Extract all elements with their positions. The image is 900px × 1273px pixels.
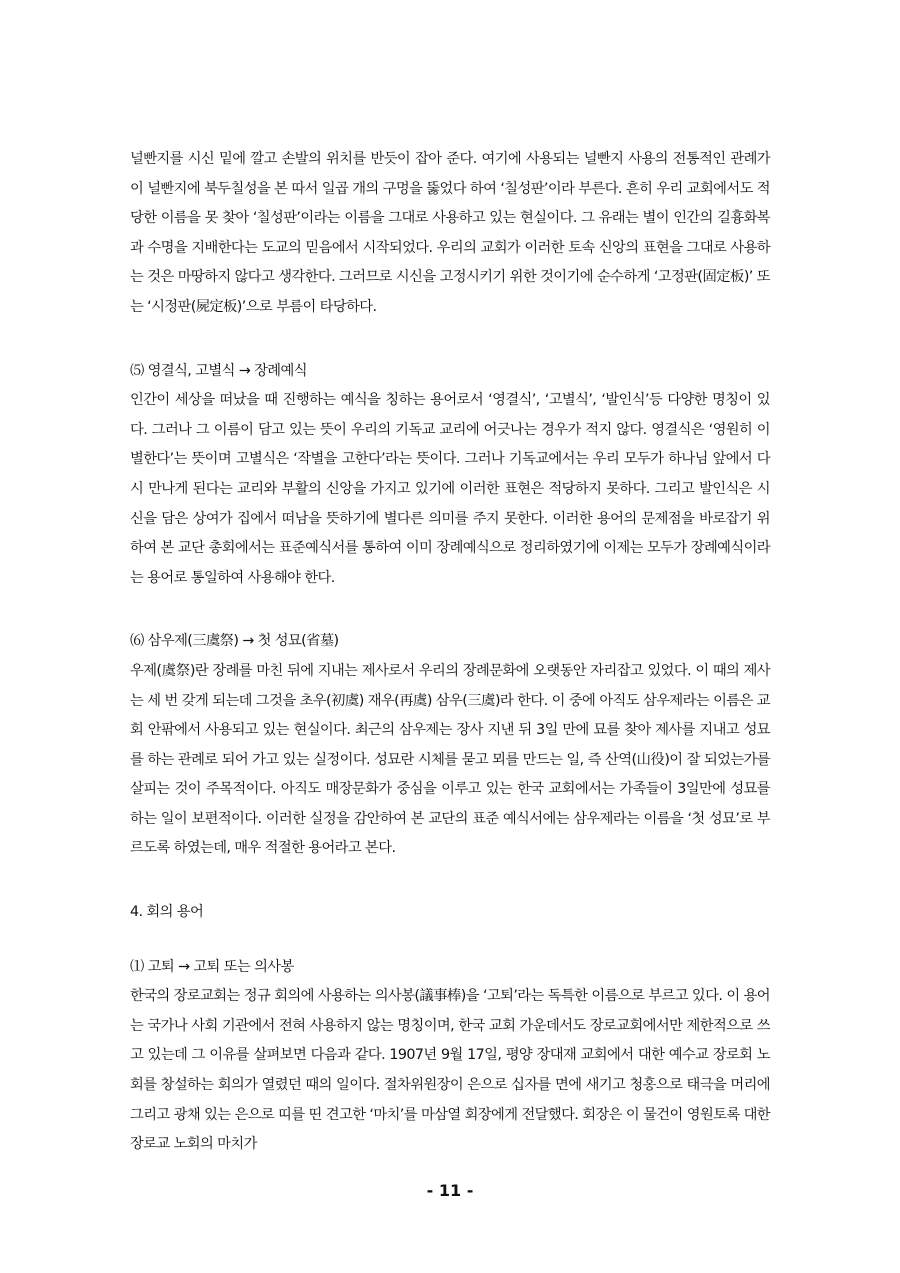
section-heading-meeting-terms: 4. 회의 용어 [130, 904, 204, 921]
paragraph-gavel: 한국의 장로교회는 정규 회의에 사용하는 의사봉(議事棒)을 ‘고퇴’라는 독특한 이름으로 부르고 있다. 이 용어는 국가나 사회 기관에서 전혀 사용하지 않는 명칭이며, 한국 교회 가운데서도 장로교회에서만 제한적으로 쓰고 있는데 그 이유를 살펴보면 다음과 같다. 1907년 9월 17일, 평양 장대재 교회에서 대한 예수교 장로회 노회를 창설하는 회의가 열렸던 때의 일이다. 절차위원장이 은으로 십자를 면에 새기고 청홍으로 태극을 머리에 그리고 광채 있는 은으로 띠를 띤 견고한 ‘마치’를 마삼열 회장에게 전달했다. 회장은 이 물건이 영원토록 대한 장로교 노회의 마치가 [130, 988, 770, 1153]
subheading-first-grave-visit: ⑹ 삼우제(三虞祭) → 첫 성묘(省墓) [130, 633, 339, 650]
paragraph-first-grave-visit: 우제(虞祭)란 장례를 마친 뒤에 지내는 제사로서 우리의 장례문화에 오랫동안 자리잡고 있었다. 이 때의 제사는 세 번 갖게 되는데 그것을 초우(初虞) 재우(再虞) 삼우(三虞)라 한다. 이 중에 아직도 삼우제라는 이름은 교회 안팎에서 사용되고 있는 현실이다. 최근의 삼우제는 장사 지낸 뒤 3일 만에 묘를 찾아 제사를 지내고 성묘를 하는 관례로 되어 가고 있는 실정이다. 성묘란 시체를 묻고 뫼를 만드는 일, 즉 산역(山役)이 잘 되었는가를 살피는 것이 주목적이다. 아직도 매장문화가 중심을 이루고 있는 한국 교회에서는 가족들이 3일만에 성묘를 하는 일이 보편적이다. 이러한 실정을 감안하여 본 교단의 표준 예식서에는 삼우제라는 이름을 ‘첫 성묘’로 부르도록 하였는데, 매우 적절한 용어라고 본다. [130, 662, 770, 857]
paragraph-funeral-service: 인간이 세상을 떠났을 때 진행하는 예식을 칭하는 용어로서 ‘영결식’, ‘고별식’, ‘발인식’등 다양한 명칭이 있다. 그러나 그 이름이 담고 있는 뜻이 우리의 기독교 교리에 어긋나는 경우가 적지 않다. 영결식은 ‘영원히 이별한다’는 뜻이며 고별식은 ‘작별을 고한다’라는 뜻이다. 그러나 기독교에서는 우리 모두가 하나님 앞에서 다시 만나게 된다는 교리와 부활의 신앙을 가지고 있기에 이러한 표현은 적당하지 못하다. 그리고 발인식은 시신을 담은 상여가 집에서 떠남을 뜻하기에 별다른 의미를 주지 못한다. 이러한 용어의 문제점을 바로잡기 위하여 본 교단 총회에서는 표준예식서를 통하여 이미 장례예식으로 정리하였기에 이제는 모두가 장례예식이라는 용어로 통일하여 사용해야 한다. [130, 392, 770, 586]
subheading-gavel: ⑴ 고퇴 → 고퇴 또는 의사봉 [130, 958, 294, 975]
page-number: - 11 - [426, 1181, 474, 1200]
paragraph-seven-star-board: 널빤지를 시신 밑에 깔고 손발의 위치를 반듯이 잡아 준다. 여기에 사용되는 널빤지 사용의 전통적인 관례가 이 널빤지에 북두칠성을 본 따서 일곱 개의 구멍을 뚫었다 하여 ‘칠성판’이라 부른다. 흔히 우리 교회에서도 적당한 이름을 못 찾아 ‘칠성판’이라는 이름을 그대로 사용하고 있는 현실이다. 그 유래는 별이 인간의 길흉화복과 수명을 지배한다는 도교의 믿음에서 시작되었다. 우리의 교회가 이러한 토속 신앙의 표현을 그대로 사용하는 것은 마땅하지 않다고 생각한다. 그러므로 시신을 고정시키기 위한 것이기에 순수하게 ‘고정판(固定板)’ 또는 ‘시정판(屍定板)’으로 부름이 타당하다. [130, 151, 770, 315]
page-body [130, 145, 770, 1160]
subheading-funeral-service: ⑸ 영결식, 고별식 → 장례예식 [130, 362, 307, 379]
